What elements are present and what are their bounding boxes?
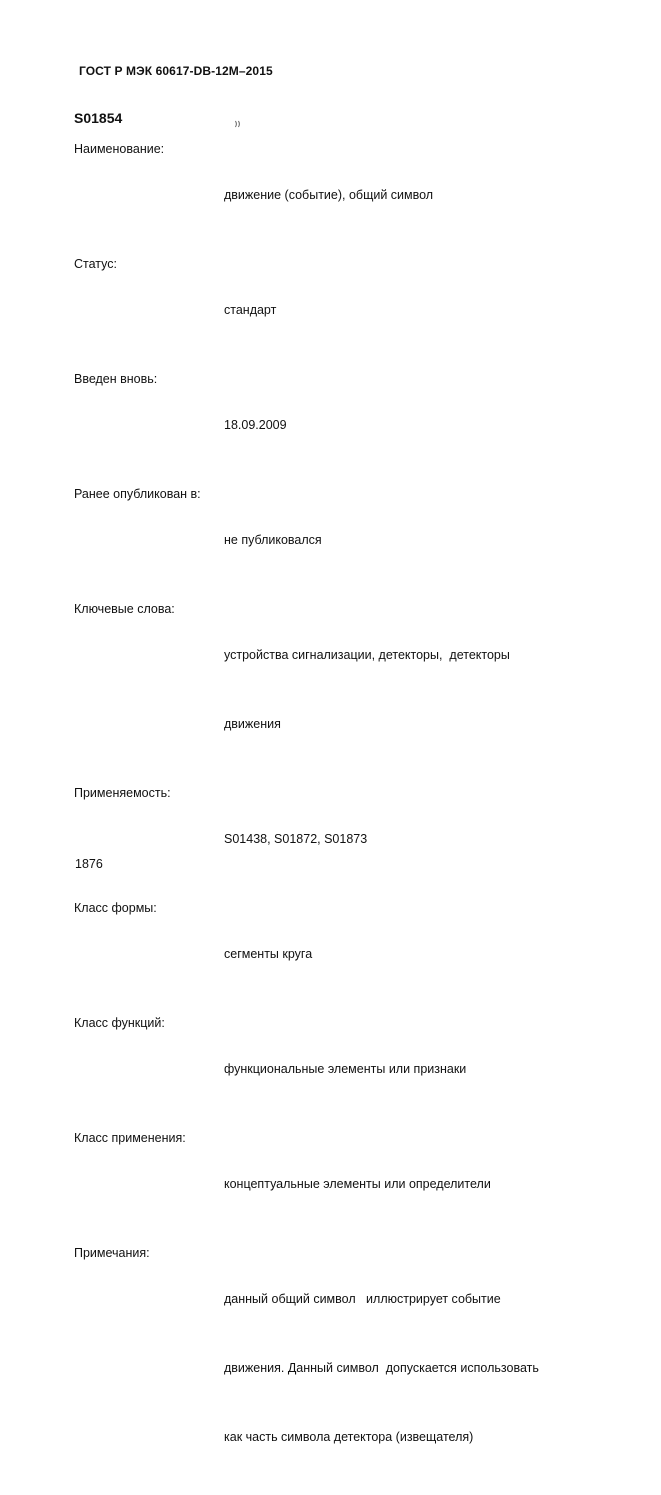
field-value [224,368,594,483]
field-value-line: движение (событие), общий символ [224,188,434,202]
field-function-class [74,1012,594,1127]
page-number: 1876 [75,857,103,871]
field-label: Применяемость: [74,786,171,800]
field-value [224,897,594,1012]
field-value-line: функциональные элементы или признаки [224,1062,467,1076]
motion-symbol-icon [234,119,244,129]
field-name [74,138,594,253]
field-value-line: концептуальные элементы или определители [224,1177,491,1191]
field-value [224,598,594,782]
field-value [224,1242,594,1495]
field-value [224,1127,594,1242]
field-label: Введен вновь: [74,372,158,386]
field-value-line: устройства сигнализации, детекторы, детекторы [224,648,510,662]
field-value-line: стандарт [224,303,277,317]
field-label: Ранее опубликован в: [74,487,201,501]
standard-header: ГОСТ Р МЭК 60617-DB-12M–2015 [79,64,273,78]
field-label: Класс применения: [74,1131,186,1145]
field-value [224,253,594,368]
field-application-class [74,1127,594,1242]
field-value-line: сегменты круга [224,947,313,961]
field-value [224,1012,594,1127]
field-value [224,138,594,253]
symbol-code: S01854 [74,110,123,126]
field-label: Класс функций: [74,1016,165,1030]
field-introduced [74,368,594,483]
field-value [224,782,594,897]
field-applicability [74,782,594,897]
field-label: Примечания: [74,1246,150,1260]
field-value [224,483,594,598]
field-previously-published [74,483,594,598]
field-label: Наименование: [74,142,165,156]
field-value-line: данный общий символ иллюстрирует событие [224,1292,501,1306]
field-value-line: S01438, S01872, S01873 [224,832,368,846]
field-value-line: движения. Данный символ допускается использовать [224,1361,539,1375]
field-label: Статус: [74,257,117,271]
field-value-line: как часть символа детектора (извещателя) [224,1430,474,1444]
field-label: Ключевые слова: [74,602,175,616]
field-value-line: не публиковался [224,533,322,547]
field-label: Класс формы: [74,901,157,915]
field-value-line: движения [224,717,281,731]
field-shape-class [74,897,594,1012]
field-keywords [74,598,594,782]
field-notes [74,1242,594,1495]
field-value-line: 18.09.2009 [224,418,287,432]
symbol-attributes [74,138,594,1495]
field-status [74,253,594,368]
